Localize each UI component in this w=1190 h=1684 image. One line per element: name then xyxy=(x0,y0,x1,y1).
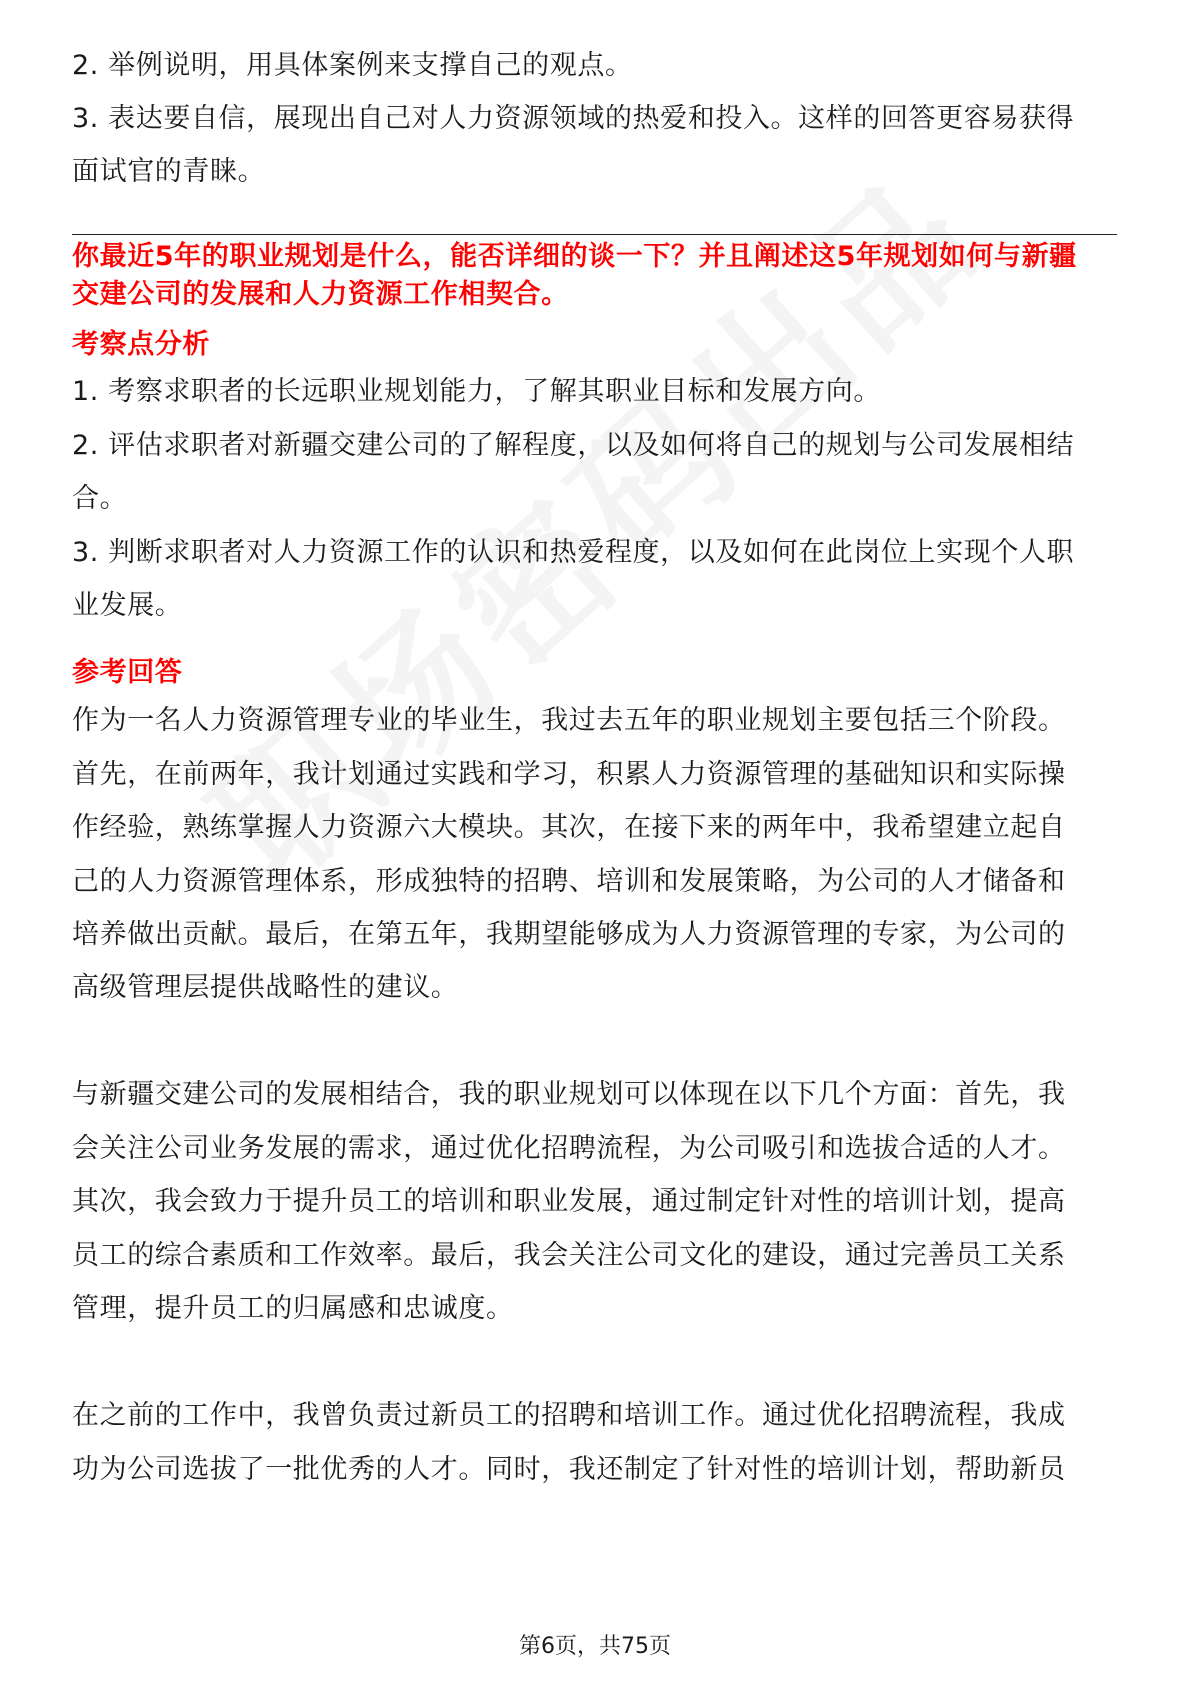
list-item: 面试官的青睐。 xyxy=(72,156,266,187)
answer-line: 管理，提升员工的归属感和忠诚度。 xyxy=(72,1293,514,1324)
answer-line: 培养做出贡献。最后，在第五年，我期望能够成为人力资源管理的专家，为公司的 xyxy=(72,919,1066,950)
page-number: 第6页，共75页 xyxy=(519,1634,671,1659)
answer-line: 首先，在前两年，我计划通过实践和学习，积累人力资源管理的基础知识和实际操 xyxy=(72,759,1066,790)
list-item: 3. 表达要自信，展现出自己对人力资源领域的热爱和投入。这样的回答更容易获得 xyxy=(72,103,1075,134)
answer-line: 高级管理层提供战略性的建议。 xyxy=(72,972,459,1003)
answer-line: 在之前的工作中，我曾负责过新员工的招聘和培训工作。通过优化招聘流程，我成 xyxy=(72,1400,1066,1431)
analysis-item: 2. 评估求职者对新疆交建公司的了解程度，以及如何将自己的规划与公司发展相结 xyxy=(72,430,1075,461)
analysis-item: 合。 xyxy=(72,483,128,514)
answer-line: 作经验，熟练掌握人力资源六大模块。其次，在接下来的两年中，我希望建立起自 xyxy=(72,812,1066,843)
answer-line: 其次，我会致力于提升员工的培训和职业发展，通过制定针对性的培训计划，提高 xyxy=(72,1186,1066,1217)
answer-line: 作为一名人力资源管理专业的毕业生，我过去五年的职业规划主要包括三个阶段。 xyxy=(72,705,1066,736)
list-item: 2. 举例说明，用具体案例来支撑自己的观点。 xyxy=(72,50,633,81)
section-divider xyxy=(72,234,1117,235)
answer-heading: 参考回答 xyxy=(72,657,183,688)
analysis-item: 业发展。 xyxy=(72,590,183,621)
question-line: 你最近5年的职业规划是什么，能否详细的谈一下？并且阐述这5年规划如何与新疆 xyxy=(72,241,1077,272)
answer-line: 功为公司选拔了一批优秀的人才。同时，我还制定了针对性的培训计划，帮助新员 xyxy=(72,1454,1066,1485)
analysis-item: 3. 判断求职者对人力资源工作的认识和热爱程度，以及如何在此岗位上实现个人职 xyxy=(72,537,1075,568)
question-line: 交建公司的发展和人力资源工作相契合。 xyxy=(72,279,569,310)
answer-line: 与新疆交建公司的发展相结合，我的职业规划可以体现在以下几个方面：首先，我 xyxy=(72,1079,1066,1110)
answer-line: 员工的综合素质和工作效率。最后，我会关注公司文化的建设，通过完善员工关系 xyxy=(72,1240,1066,1271)
analysis-item: 1. 考察求职者的长远职业规划能力，了解其职业目标和发展方向。 xyxy=(72,376,881,407)
answer-line: 会关注公司业务发展的需求，通过优化招聘流程，为公司吸引和选拔合适的人才。 xyxy=(72,1133,1066,1164)
answer-line: 己的人力资源管理体系，形成独特的招聘、培训和发展策略，为公司的人才储备和 xyxy=(72,866,1066,897)
analysis-heading: 考察点分析 xyxy=(72,329,210,360)
